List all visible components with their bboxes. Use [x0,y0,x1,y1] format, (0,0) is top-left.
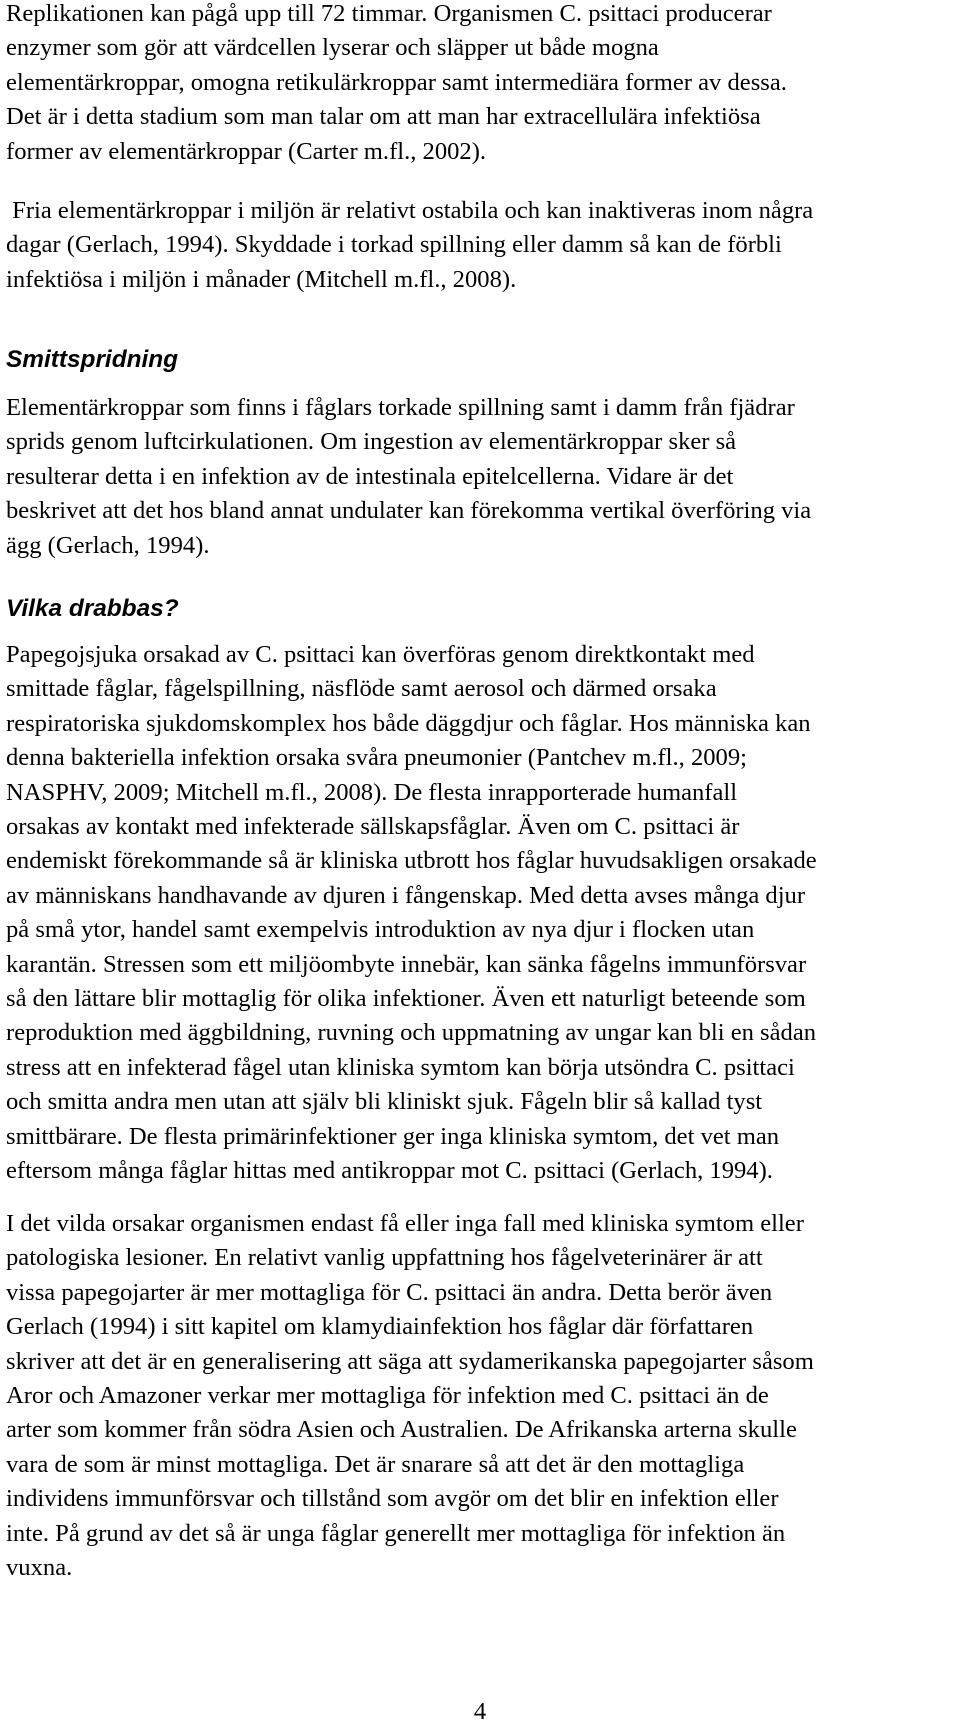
text-line: stress att en infekterad fågel utan kliniska symtom kan börja utsöndra C. psittaci [6,1053,795,1081]
section-heading-smittspridning: Smittspridning [6,346,179,373]
text-line: av människans handhavande av djuren i fångenskap. Med detta avses många djur [6,881,806,909]
paragraph-free-elementary-bodies [6,194,813,297]
text-line: ägg (Gerlach, 1994). [6,531,210,559]
text-line: enzymer som gör att värdcellen lyserar och släpper ut både mogna [6,34,659,62]
page-number: 4 [473,1698,487,1725]
text-line: så den lättare blir mottaglig för olika infektioner. Även ett naturligt beteende som [6,985,806,1013]
section-heading-vilka-drabbas: Vilka drabbas? [6,595,179,622]
text-line: elementärkroppar, omogna retikulärkroppar samt intermediära former av dessa. [6,68,787,96]
document-page [6,0,954,1734]
text-line: vuxna. [6,1554,73,1582]
text-line: Elementärkroppar som finns i fåglars torkade spillning samt i damm från fjädrar [6,394,795,421]
text-line: respiratoriska sjukdomskomplex hos både däggdjur och fåglar. Hos människa kan [6,709,811,737]
text-line: karantän. Stressen som ett miljöombyte innebär, kan sänka fågelns immunförsvar [6,950,807,978]
text-line: beskrivet att det hos bland annat undulater kan förekomma vertikal överföring via [6,497,812,525]
text-line: Replikationen kan pågå upp till 72 timmar. Organismen C. psittaci producerar [6,0,772,27]
text-line: NASPHV, 2009; Mitchell m.fl., 2008). De flesta inrapporterade humanfall [6,778,738,806]
text-line: patologiska lesioner. En relativt vanlig uppfattning hos fågelveterinärer är att [6,1244,763,1272]
paragraph-transmission [6,391,811,563]
text-line: smittbärare. De flesta primärinfektioner ger inga kliniska symtom, det vet man [6,1122,780,1150]
text-line: infektiösa i miljön i månader (Mitchell m.fl., 2008). [6,265,517,293]
text-line: skriver att det är en generalisering att säga att sydamerikanska papegojarter såsom [6,1347,814,1375]
text-line: endemiskt förekommande så är kliniska utbrott hos fåglar huvudsakligen orsakade [6,847,817,875]
text-line: Fria elementärkroppar i miljön är relativt ostabila och kan inaktiveras inom några [6,197,814,224]
text-line: denna bakteriella infektion orsaka svåra pneumonier (Pantchev m.fl., 2009; [6,744,747,772]
paragraph-replication [6,0,787,169]
text-line: vissa papegojarter är mer mottagliga för C. psittaci än andra. Detta berör även [6,1278,773,1306]
text-line: reproduktion med äggbildning, ruvning och uppmatning av ungar kan bli en sådan [6,1019,817,1047]
paragraph-wild-birds [6,1207,814,1585]
text-line: Aror och Amazoner verkar mer mottagliga för infektion med C. psittaci än de [6,1382,769,1410]
text-line: Gerlach (1994) i sitt kapitel om klamydiainfektion hos fåglar där författaren [6,1313,754,1341]
text-line: orsakas av kontakt med infekterade sällskapsfåglar. Även om C. psittaci är [6,813,740,841]
text-line: Det är i detta stadium som man talar om att man har extracellulära infektiösa [6,103,761,131]
text-line: arter som kommer från södra Asien och Australien. De Afrikanska arterna skulle [6,1416,797,1444]
text-line: smittade fåglar, fågelspillning, näsflöde samt aerosol och därmed orsaka [6,675,717,703]
text-line: I det vilda orsakar organismen endast få eller inga fall med kliniska symtom eller [6,1210,804,1237]
text-line: former av elementärkroppar (Carter m.fl., 2002). [6,137,487,165]
text-line: vara de som är minst mottagliga. Det är snarare så att det är den mottagliga [6,1450,745,1478]
text-line: och smitta andra men utan att själv bli kliniskt sjuk. Fågeln blir så kallad tyst [6,1088,763,1116]
text-line: individens immunförsvar och tillstånd som avgör om det blir en infektion eller [6,1485,779,1513]
text-line: dagar (Gerlach, 1994). Skyddade i torkad spillning eller damm så kan de förbli [6,231,782,259]
text-line: Papegojsjuka orsakad av C. psittaci kan överföras genom direktkontakt med [6,641,755,668]
text-line: sprids genom luftcirkulationen. Om ingestion av elementärkroppar sker så [6,428,737,456]
text-line: eftersom många fåglar hittas med antikroppar mot C. psittaci (Gerlach, 1994). [6,1157,773,1185]
text-line: inte. På grund av det så är unga fåglar generellt mer mottagliga för infektion än [6,1519,786,1547]
paragraph-who-is-affected [6,638,817,1189]
text-line: resulterar detta i en infektion av de intestinala epitelcellerna. Vidare är det [6,462,734,490]
text-line: på små ytor, handel samt exempelvis introduktion av nya djur i flocken utan [6,916,755,944]
